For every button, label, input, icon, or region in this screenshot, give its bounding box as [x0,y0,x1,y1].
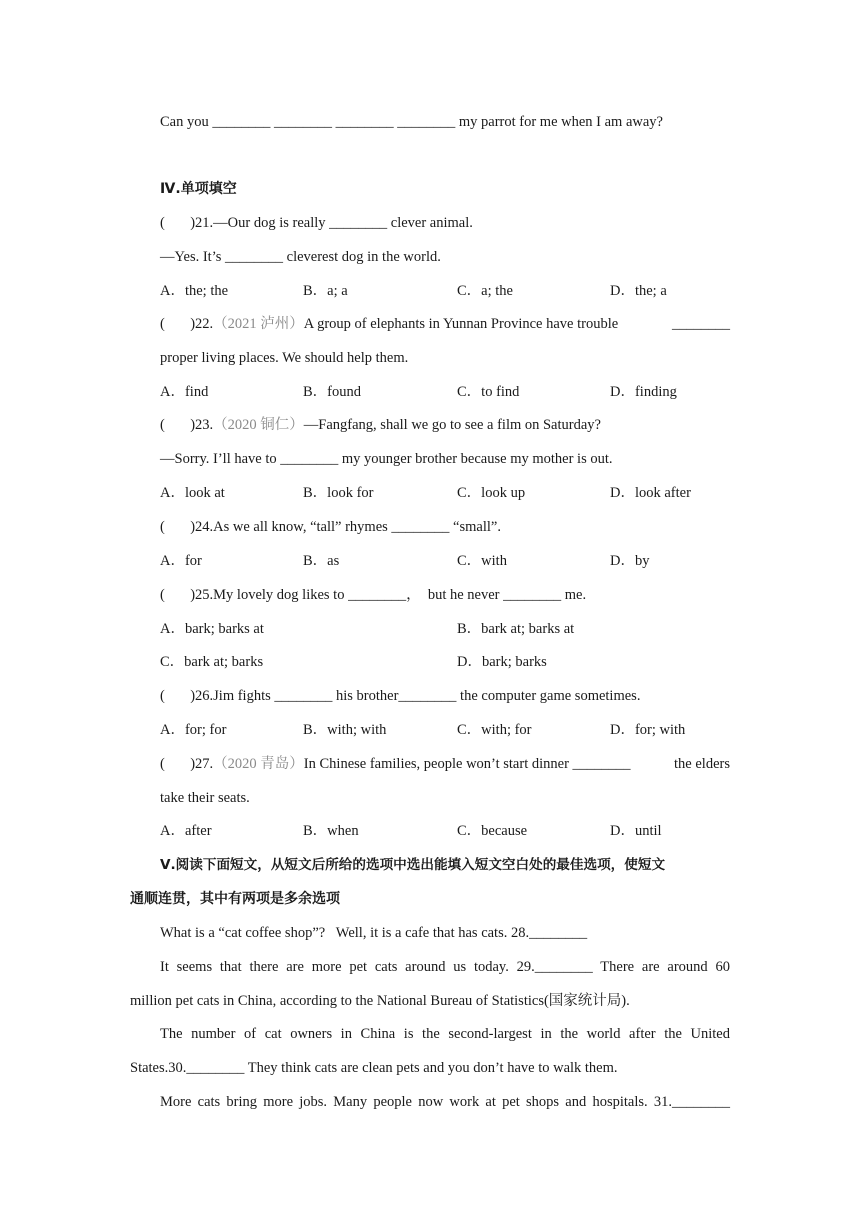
q22-option-d: D．finding [610,384,677,400]
q21-option-d: D．the; a [610,283,667,299]
fill-in-sentence: Can you ________ ________ ________ ________ my parrot for me when I am away? [160,114,663,130]
q23-option-d: D．look after [610,485,691,501]
q24-option-d: D．by [610,553,650,569]
question-22-cont: proper living places. We should help them. [160,350,409,366]
q25-option-d: D．bark; barks [457,654,547,670]
q22-source: （2021 泸州） [213,316,304,332]
q24-option-b: B．as [303,553,340,569]
question-22 [160,315,730,333]
question-23-reply: —Sorry. I’ll have to ________ my younger brother because my mother is out. [160,451,613,467]
question-25: ( )25.My lovely dog likes to ________， but he never ________ me. [160,587,587,603]
q26-option-a: A．for; for [160,722,227,738]
q26-option-b: B．with; with [303,722,387,738]
passage-paragraph-3-line-1: The number of cat owners in China is the second-largest in the world after the United [160,1026,730,1042]
q27-option-c: C．because [457,823,528,839]
question-27 [160,755,730,773]
question-21: ( )21.—Our dog is really ________ clever animal. [160,215,473,231]
q27-option-a: A．after [160,823,212,839]
passage-paragraph-4-line-1: More cats bring more jobs. Many people now work at pet shops and hospitals. 31.________ [160,1094,730,1110]
q22-option-b: B．found [303,384,361,400]
q22-option-c: C．to find [457,384,520,400]
q25-option-a: A．bark; barks at [160,621,264,637]
q21-option-b: B．a; a [303,283,348,299]
q23-source: （2020 铜仁） [213,417,304,433]
question-23 [160,416,601,434]
section-4-title: Ⅳ.单项填空 [160,181,237,197]
q21-option-c: C．a; the [457,283,513,299]
q24-option-c: C．with [457,553,507,569]
section-5-title: Ⅴ.阅读下面短文，从短文后所给的选项中选出能填入短文空白处的最佳选项，使短文 [160,857,666,873]
q26-option-c: C．with; for [457,722,532,738]
passage-paragraph-3-line-2: States.30.________ They think cats are clean pets and you don’t have to walk them. [130,1060,618,1076]
question-21-reply: —Yes. It’s ________ cleverest dog in the world. [160,249,441,265]
section-5-title-cont: 通顺连贯，其中有两项是多余选项 [130,891,340,907]
q23-text: —Fangfang, shall we go to see a film on Saturday? [303,417,601,433]
q26-option-d: D．for; with [610,722,686,738]
q27-source: （2020 青岛） [213,756,304,772]
passage-paragraph-2-line-1: It seems that there are more pet cats around us today. 29.________ There are around 60 [160,959,730,975]
q22-text: A group of elephants in Yunnan Province have trouble [303,316,619,332]
q23-option-a: A．look at [160,485,225,501]
passage-paragraph-2-line-2: million pet cats in China, according to the National Bureau of Statistics(国家统计局). [130,993,630,1009]
q27-option-d: D．until [610,823,662,839]
q25-option-c: C．bark at; barks [160,654,264,670]
q23-number: ( )23. [160,417,214,433]
passage-paragraph-1: What is a “cat coffee shop”? Well, it is a cafe that has cats. 28.________ [160,925,588,941]
q27-text: In Chinese families, people won’t start dinner ________ [303,756,631,772]
q22-blank: ________ [672,316,730,332]
q22-option-a: A．find [160,384,209,400]
q27-option-b: B．when [303,823,359,839]
question-27-cont: take their seats. [160,790,250,806]
q25-option-b: B．bark at; barks at [457,621,575,637]
q23-option-c: C．look up [457,485,526,501]
q27-text-end: the elders [674,756,730,772]
q24-option-a: A．for [160,553,202,569]
question-24: ( )24.As we all know, “tall” rhymes ________ “small”. [160,519,501,535]
q23-option-b: B．look for [303,485,374,501]
q22-number: ( )22. [160,316,214,332]
q21-option-a: A．the; the [160,283,229,299]
q27-number: ( )27. [160,756,214,772]
question-26: ( )26.Jim fights ________ his brother________ the computer game sometimes. [160,688,641,704]
